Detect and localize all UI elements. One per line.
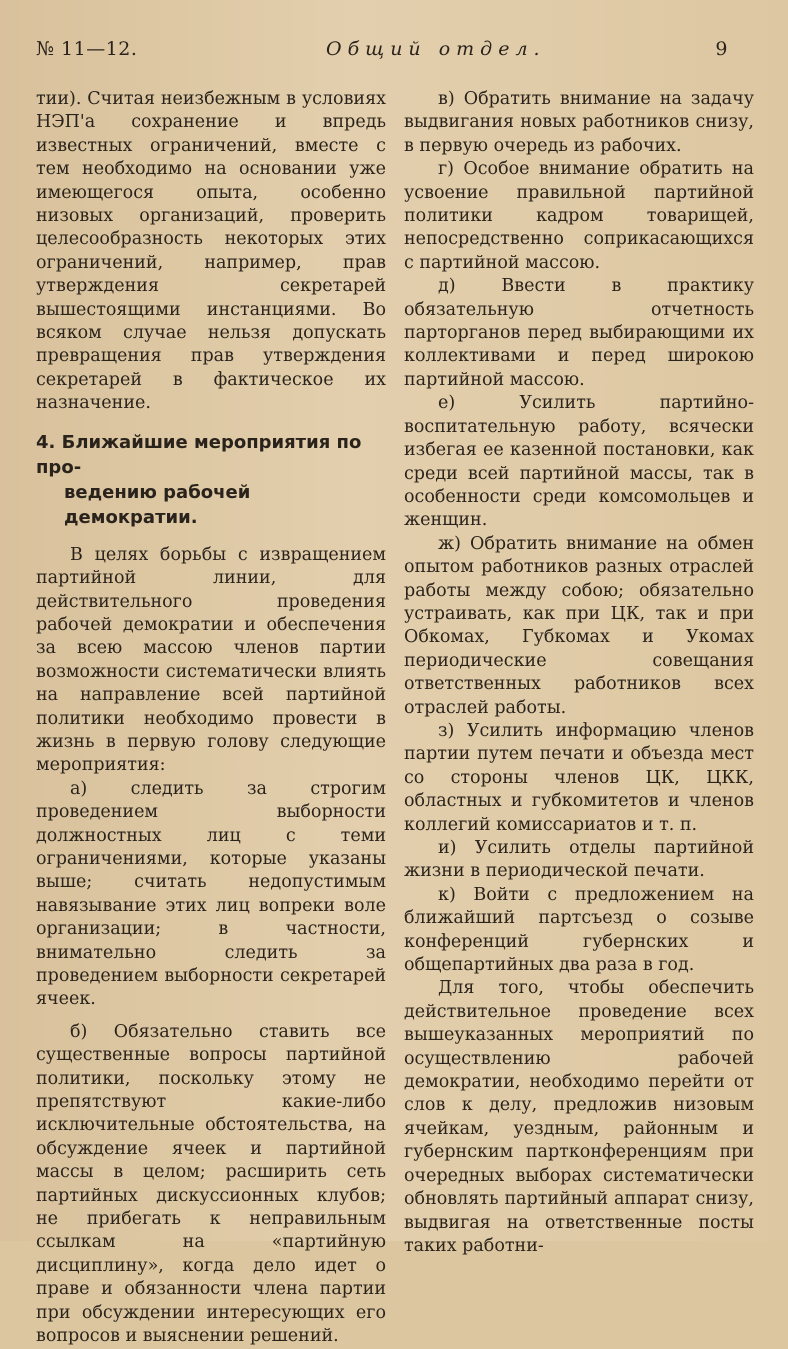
list-item-d: д) Ввести в практику обязательную отчетность парторганов перед выбирающими их коллективами и перед широкою партийной массою. xyxy=(404,276,754,390)
heading-line-1: 4. Ближайшие мероприятия по про- xyxy=(36,431,362,478)
list-item-zh: ж) Обратить внимание на обмен опытом работников разных отраслей работы между собою; обязательно устраивать, как при ЦК, так и при Обкомах, Губкомах и Укомах периодические совещания ответственных работников всех отраслей работы. xyxy=(404,533,754,718)
left-column xyxy=(36,88,386,1349)
paragraph-final: Для того, чтобы обеспечить действительное проведение всех вышеуказанных мероприятий по осуществлению рабочей демократии, необходимо перейти от слов к делу, предложив низовым ячейкам, уездным, районным и губернским партконференциям при очередных выборах систематически обновлять партийный аппарат снизу, выдвигая на ответственные посты таких работни- xyxy=(404,978,754,1256)
list-item-g: г) Особое внимание обратить на усвоение правильной партийной политики кадром товарищей, непосредственно соприкасающихся с партийной массою. xyxy=(404,159,754,273)
paragraph-intro: тии). Считая неизбежным в условиях НЭП'а сохранение и впредь известных ограничений, вместе с тем необходимо на основании уже имеющегося опыта, особенно низовых организаций, проверить целесообразность некоторых этих ограничений, например, прав утверждения секретарей вышестоящими инстанциями. Во всяком случае нельзя допускать превращения прав утверждения секретарей в фактическое их назначение. xyxy=(36,89,386,414)
paragraph-main: В целях борьбы с извращением партийной линии, для действительного проведения рабочей демократии и обеспечения за всею массою членов партии возможности систематически влиять на направление всей партийной политики необходимо провести в жизнь в первую голову следующие мероприятия: xyxy=(36,544,386,776)
list-item-z: з) Усилить информацию членов партии путем печати и объезда мест со стороны членов ЦК, ЦКК, областных и губкомитетов и членов коллегий комиссариатов и т. п. xyxy=(404,720,754,835)
list-item-e: е) Усилить партийно-воспитательную работу, всячески избегая ее казенной постановки, как среди всей партийной массы, так в особенности среди комсомольцев и женщин. xyxy=(404,393,754,531)
issue-number: № 11—12. xyxy=(36,38,138,60)
section-heading xyxy=(36,430,386,530)
list-item-v: в) Обратить внимание на задачу выдвигания новых работников снизу, в первую очередь из рабочих. xyxy=(404,89,754,156)
section-title: Общий отдел. xyxy=(326,38,546,60)
page-number: 9 xyxy=(715,38,728,60)
right-column xyxy=(404,88,754,1258)
list-item-a: а) следить за строгим проведением выборности должностных лиц с теми ограничениями, которые указаны выше; считать недопустимым навязывание этих лиц вопреки воле организации; в частности, внимательно следить за проведением выборности секретарей ячеек. xyxy=(36,778,386,1010)
list-item-i: и) Усилить отделы партийной жизни в периодической печати. xyxy=(404,838,754,882)
list-item-b: б) Обязательно ставить все существенные вопросы партийной политики, поскольку этому не препятствуют какие-либо исключительные обстоятельства, на обсуждение ячеек и партийной массы в целом; расширить сеть партийных дискуссионных клубов; не прибегать к неправильным ссылкам на «партийную дисциплину», когда дело идет о праве и обязанности члена партии при обсуждении интересующих его вопросов и выяснении решений. xyxy=(36,1021,386,1347)
heading-line-2: ведению рабочей демократии. xyxy=(64,481,251,528)
list-item-k: к) Войти с предложением на ближайший партсъезд о созыве конференций губернских и общепартийных два раза в год. xyxy=(404,884,754,976)
page-header xyxy=(36,38,728,70)
